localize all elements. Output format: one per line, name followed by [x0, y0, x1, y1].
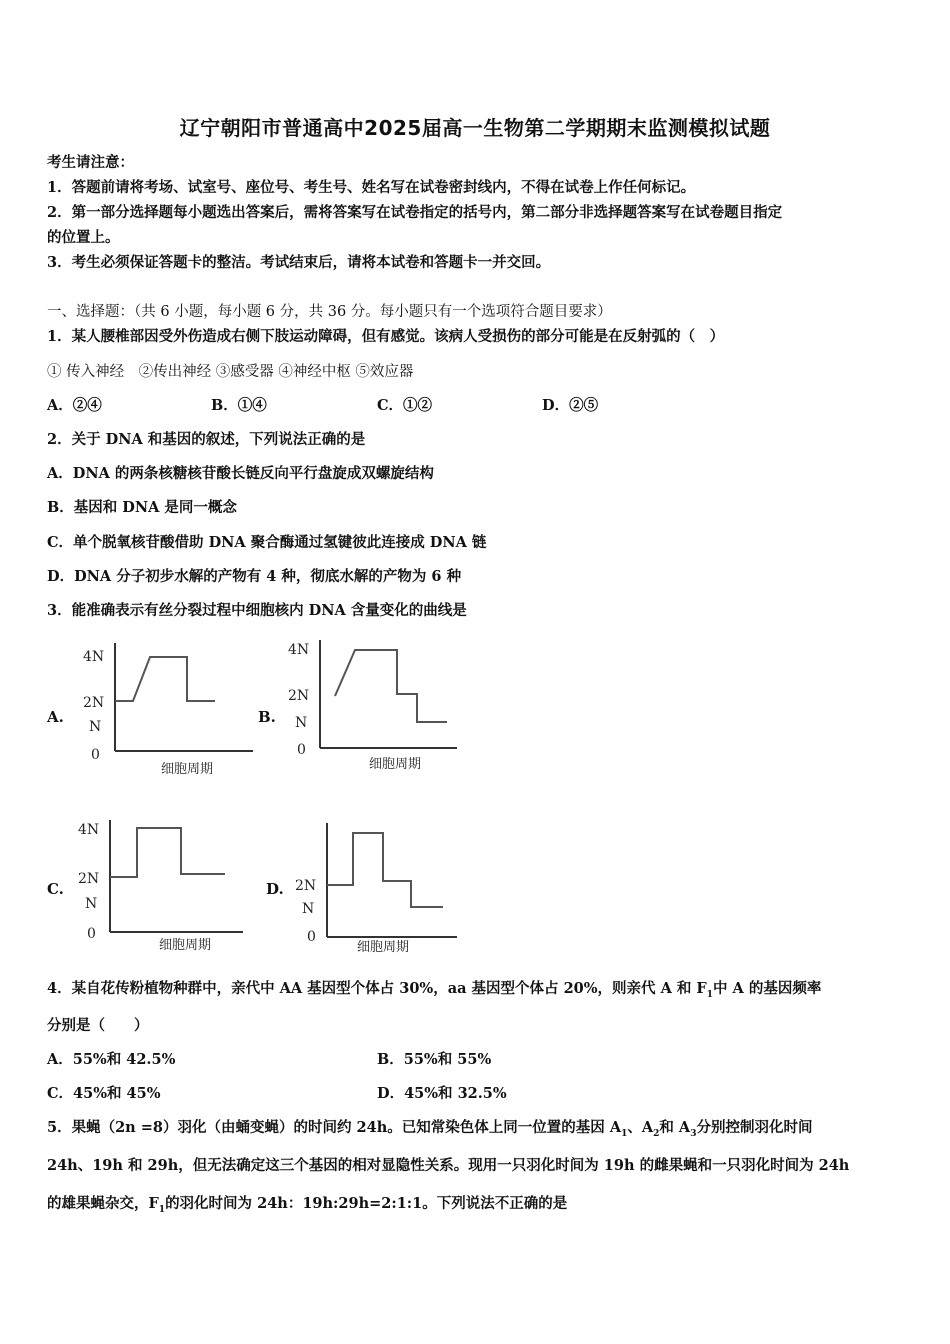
- question-1-stem: 1．某人腰椎部因受外伤造成右侧下肢运动障碍，但有感觉。该病人受损伤的部分可能是在反射弧的（ ）: [47, 328, 725, 345]
- y-tick-0: 0: [91, 747, 100, 763]
- q2-option-b: B．基因和 DNA 是同一概念: [47, 499, 237, 516]
- y-tick-0: 0: [87, 926, 96, 942]
- y-tick-4n: 4N: [83, 649, 105, 665]
- q4-option-c: C．45%和 45%: [47, 1085, 161, 1102]
- y-tick-n: N: [85, 896, 98, 912]
- graph-d: [295, 815, 485, 960]
- x-axis-label: 细胞周期: [159, 938, 212, 953]
- graph-label-d: D.: [266, 880, 284, 898]
- notice-item: 1．答题前请将考场、试室号、座位号、考生号、姓名写在试卷密封线内，不得在试卷上作任何标记。: [47, 179, 696, 196]
- q2-option-a: A．DNA 的两条核糖核苷酸长链反向平行盘旋成双螺旋结构: [47, 465, 434, 482]
- q1-option-a: A．②④: [47, 397, 102, 414]
- question-5-stem: 5．果蝇（2n =8）羽化（由蛹变蝇）的时间约 24h。已知常染色体上同一位置的基因 $A_1$、$A_2$和 $A_3$分别控制羽化时间: [47, 1119, 813, 1139]
- y-tick-n: N: [302, 901, 315, 917]
- q2-option-c: C．单个脱氧核苷酸借助 DNA 聚合酶通过氢键彼此连接成 DNA 链: [47, 534, 487, 551]
- question-2-stem: 2．关于 DNA 和基因的叙述，下列说法正确的是: [47, 431, 366, 448]
- y-tick-0: 0: [297, 742, 306, 758]
- graph-label-c: C.: [47, 880, 64, 898]
- y-tick-0: 0: [307, 929, 316, 945]
- x-axis-label: 细胞周期: [357, 940, 410, 955]
- y-tick-4n: 4N: [288, 642, 310, 658]
- question-4-stem-continued: 分别是（ ）: [47, 1017, 149, 1034]
- question-4-stem: 4．某自花传粉植物种群中，亲代中 AA 基因型个体占 30%，aa 基因型个体占 20%，则亲代 A 和 $F_1$中 A 的基因频率: [47, 980, 822, 1000]
- notice-item: 3．考生必须保证答题卡的整洁。考试结束后，请将本试卷和答题卡一并交回。: [47, 254, 551, 271]
- y-tick-n: N: [89, 719, 102, 735]
- question-1-items: ① 传入神经 ②传出神经 ③感受器 ④神经中枢 ⑤效应器: [47, 364, 414, 380]
- graph-a: [75, 635, 265, 780]
- y-tick-n: N: [295, 715, 308, 731]
- question-3-stem: 3．能准确表示有丝分裂过程中细胞核内 DNA 含量变化的曲线是: [47, 602, 467, 619]
- y-tick-4n: 4N: [78, 822, 100, 838]
- q4-option-a: A．55%和 42.5%: [47, 1051, 176, 1068]
- q1-option-b: B．①④: [211, 397, 267, 414]
- y-tick-2n: 2N: [288, 688, 310, 704]
- graph-c: [75, 810, 265, 955]
- y-tick-2n: 2N: [78, 871, 100, 887]
- notice-heading: 考生请注意：: [47, 154, 134, 171]
- graph-label-b: B.: [258, 708, 276, 726]
- x-axis-label: 细胞周期: [369, 757, 422, 772]
- q1-option-d: D．②⑤: [542, 397, 599, 414]
- y-tick-2n: 2N: [295, 878, 317, 894]
- graph-label-a: A.: [47, 708, 64, 726]
- notice-item: 2．第一部分选择题每小题选出答案后，需将答案写在试卷指定的括号内，第二部分非选择题答案写在试卷题目指定: [47, 204, 783, 221]
- notice-item: 的位置上。: [47, 229, 120, 246]
- x-axis-label: 细胞周期: [161, 762, 214, 777]
- question-5-stem-line3: 的雄果蝇杂交，$F_1$的羽化时间为 24h：19h:29h=2:1:1。下列说法不正确的是: [47, 1195, 568, 1215]
- q2-option-d: D．DNA 分子初步水解的产物有 4 种，彻底水解的产物为 6 种: [47, 568, 462, 585]
- graph-b: [285, 632, 475, 777]
- q1-option-c: C．①②: [377, 397, 433, 414]
- y-tick-2n: 2N: [83, 695, 105, 711]
- question-5-stem-line2: 24h、19h 和 29h，但无法确定这三个基因的相对显隐性关系。现用一只羽化时间为 19h 的雌果蝇和一只羽化时间为 24h: [47, 1157, 850, 1174]
- q4-option-d: D．45%和 32.5%: [377, 1085, 507, 1102]
- exam-title: 辽宁朝阳市普通高中2025届高一生物第二学期期末监测模拟试题: [179, 116, 771, 140]
- q4-option-b: B．55%和 55%: [377, 1051, 492, 1068]
- section-heading: 一、选择题：（共 6 小题，每小题 6 分，共 36 分。每小题只有一个选项符合题目要求）: [47, 304, 612, 320]
